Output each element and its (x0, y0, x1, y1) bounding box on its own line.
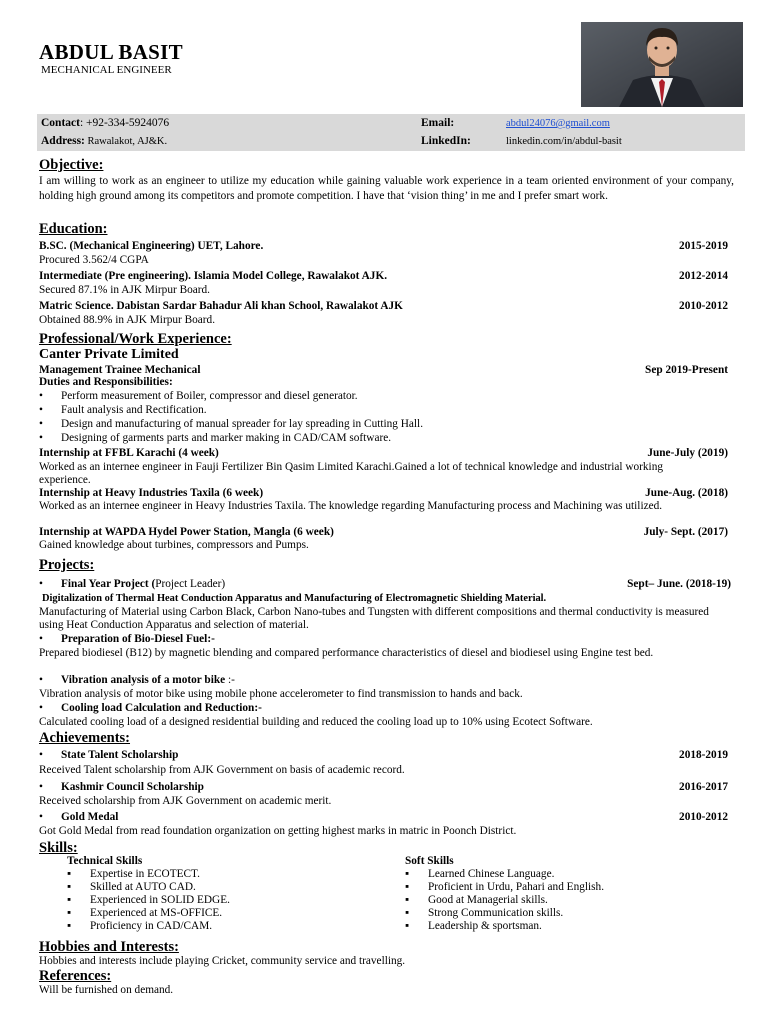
company-name: Canter Private Limited (39, 347, 179, 362)
duties-heading: Duties and Responsibilities: (39, 376, 173, 388)
objective-heading: Objective: (39, 157, 104, 173)
list-item: ▪ Proficient in Urdu, Pahari and English. (405, 881, 605, 894)
list-item: ▪ Strong Communication skills. (405, 907, 564, 920)
contact-phone (41, 116, 169, 130)
list-item: ▪ Leadership & sportsman. (405, 920, 542, 933)
education-years: 2012-2014 (679, 270, 728, 282)
education-detail: Procured 3.562/4 CGPA (39, 254, 149, 266)
hobbies-heading: Hobbies and Interests: (39, 939, 179, 955)
achievement-years: 2016-2017 (679, 781, 728, 793)
candidate-name: ABDUL BASIT (39, 40, 183, 64)
soft-skills (377, 855, 717, 933)
project-detail: Calculated cooling load of a designed residential building and reduced the cooling load up to 10% using Ecotect Software. (39, 716, 593, 728)
list-item: ▪ Experienced in SOLID EDGE. (67, 894, 230, 907)
education-years: 2010-2012 (679, 300, 728, 312)
position-title: Management Trainee Mechanical (39, 364, 201, 376)
projects-heading: Projects: (39, 557, 95, 573)
achievement-detail: Received Talent scholarship from AJK Government on basis of academic record. (39, 764, 405, 776)
resume-page: ABDUL BASIT MECHANICAL ENGINEER Contact: +92-334-5924076 Address: Rawalakot, AJ&K. Email: abdul24076@gmail.com LinkedIn: linkedin.com/in/abdul-basit Objective: I am willing to work as an engineer to utilize my education while gaining valuable work experience in a team oriented environment of your company, holding high ground among its competitors and promote competition. I have that ‘vision thing’ in me and I prefer smart work. Education: B.SC. (Mechanical Engineering) UET, Lahore. 2015-2019 Procured 3.562/4 CGPA Intermediate (Pre engineering). Islamia Model College, Rawalakot AJK. 2012-2014 Secured 87.1% in AJK Mirpur Board. Matric Science. Dabistan Sardar Bahadur Ali khan School, Rawalakot AJK 2010-2012 Obtained 88.9% in AJK Mirpur Board. Professional/Work Experience: Canter Private Limited Management Trainee Mechanical Sep 2019-Present Duties and Responsibilities: • Perform measurement of Boiler, compressor and diesel generator. • Fault analysis and Rectification. • Design and manufacturing of manual spreader for lay spreading in Cutting Hall. • Designing of garments parts and marker making in CAD/CAM software. Internship at FFBL Karachi (4 week) June-July (2019) Worked as an internee engineer in Fauji Fertilizer Bin Qasim Limited Karachi.Gained a lot of technical knowledge and industrial working experience. Internship at Heavy Industries Taxila (6 week) June-Aug. (2018) Worked as an internee engineer in Heavy Industries Taxila. The knowledge regarding Manufacturing process and Machining was utilized. Internship at WAPDA Hydel Power Station, Mangla (6 week) July- Sept. (2017) Gained knowledge about turbines, compressors and Pumps. Projects: • Final Year Project (Project Leader) Sept– June. (2018-19) Digitalization of Thermal Heat Conduction Apparatus and Manufacturing of Electromagnetic Shielding Material. Manufacturing of Material using Carbon Black, Carbon Nano-tubes and Tungsten with different compositions and thermal conductivity is measured using Heat Conduction Apparatus and selection of material. • Preparation of Bio-Diesel Fuel:- Prepared biodiesel (B12) by magnetic blending and compared performance characteristics of diesel and biodiesel using Engine test bed. • Vibration analysis of a motor bike :- Vibration analysis of motor bike using mobile phone accelerometer to find transmission to hands and back. • Cooling load Calculation and Reduction:- Calculated cooling load of a designed residential building and reduced the cooling load up to 10% using Ecotect Software. Achievements: • State Talent Scholarship 2018-2019 Received Talent scholarship from AJK Government on basis of academic record. • Kashmir Council Scholarship 2016-2017 Received scholarship from AJK Government on academic merit. • Gold Medal 2010-2012 Got Gold Medal from read foundation organization on getting highest marks in matric in Poonch District. Skills: Technical Skills ▪ Expertise in ECOTECT. ▪ Skilled at AUTO CAD. ▪ Experienced in SOLID EDGE. ▪ Experienced at MS-OFFICE. ▪ Proficiency in CAD/CAM. Soft Skills ▪ Learned Chinese Language. ▪ Proficient in Urdu, Pahari and English. ▪ Good at Managerial skills. ▪ Strong Communication skills. ▪ Leadership & sportsman. Hobbies and Interests: Hobbies and interests include playing Cricket, community service and travelling. References: Will be furnished on demand. (0, 0, 768, 1024)
education-title: Intermediate (Pre engineering). Islamia Model College, Rawalakot AJK. (39, 270, 388, 282)
achievement-years: 2010-2012 (679, 811, 728, 823)
contact-address (41, 134, 167, 149)
internship-dates: July- Sept. (2017) (643, 526, 728, 538)
contact-phone-value: : +92-334-5924076 (79, 117, 170, 129)
contact-bar (37, 114, 745, 151)
education-detail: Secured 87.1% in AJK Mirpur Board. (39, 284, 210, 296)
email-label: Email: (421, 117, 455, 129)
address-label: Address: (41, 135, 85, 147)
list-item: ▪ Experienced at MS-OFFICE. (67, 907, 223, 920)
achievement-years: 2018-2019 (679, 749, 728, 761)
project-detail: Prepared biodiesel (B12) by magnetic blending and compared performance characteristics of diesel and biodiesel using Engine test bed. (39, 647, 654, 659)
internship-detail: Gained knowledge about turbines, compressors and Pumps. (39, 539, 309, 551)
linkedin-link[interactable]: linkedin.com/in/abdul-basit (506, 136, 622, 147)
technical-skills (39, 855, 379, 933)
education-title: B.SC. (Mechanical Engineering) UET, Lahore. (39, 240, 264, 252)
achievements-heading: Achievements: (39, 730, 131, 746)
references-text: Will be furnished on demand. (39, 984, 174, 996)
project-detail: Vibration analysis of motor bike using mobile phone accelerometer to find transmission to hands and back. (39, 688, 523, 700)
soft-skills-heading: Soft Skills (405, 855, 454, 867)
skills-heading: Skills: (39, 840, 78, 856)
achievement-detail: Received scholarship from AJK Government on academic merit. (39, 795, 332, 807)
internship-title: Internship at WAPDA Hydel Power Station, Mangla (6 week) (39, 526, 334, 538)
list-item: ▪ Expertise in ECOTECT. (67, 868, 200, 881)
linkedin-label: LinkedIn: (421, 135, 471, 147)
internship-detail: Worked as an internee engineer in Heavy Industries Taxila. The knowledge regarding Manufacturing process and Machining was utilized. (39, 500, 663, 512)
technical-skills-heading: Technical Skills (67, 855, 143, 867)
education-years: 2015-2019 (679, 240, 728, 252)
project-dates: Sept– June. (2018-19) (627, 578, 731, 590)
internship-dates: June-Aug. (2018) (645, 487, 728, 499)
objective-text: I am willing to work as an engineer to utilize my education while gaining valuable work experience in a team oriented environment of your company, holding high ground among its competitors and promote competition. I have that ‘vision thing’ in me and I prefer smart work. (39, 175, 734, 202)
references-heading: References: (39, 968, 112, 984)
education-title: Matric Science. Dabistan Sardar Bahadur Ali khan School, Rawalakot AJK (39, 300, 403, 312)
list-item: ▪ Skilled at AUTO CAD. (67, 881, 196, 894)
internship-detail: Worked as an internee engineer in Fauji Fertilizer Bin Qasim Limited Karachi.Gained a lot of technical knowledge and industrial working experience. (39, 461, 663, 487)
list-item: ▪ Proficiency in CAD/CAM. (67, 920, 213, 933)
internship-title: Internship at Heavy Industries Taxila (6 week) (39, 487, 264, 499)
candidate-title: MECHANICAL ENGINEER (41, 64, 172, 76)
project-subtitle: Digitalization of Thermal Heat Conduction Apparatus and Manufacturing of Electromagnetic Shielding Material. (42, 593, 547, 604)
profile-photo (581, 22, 743, 107)
internship-dates: June-July (2019) (647, 447, 728, 459)
education-heading: Education: (39, 221, 108, 237)
email-link[interactable]: abdul24076@gmail.com (506, 118, 610, 129)
achievement-detail: Got Gold Medal from read foundation organization on getting highest marks in matric in Poonch District. (39, 825, 517, 837)
list-item: ▪ Good at Managerial skills. (405, 894, 548, 907)
hobbies-text: Hobbies and interests include playing Cricket, community service and travelling. (39, 955, 406, 967)
experience-heading: Professional/Work Experience: (39, 331, 232, 347)
address-value: Rawalakot, AJ&K. (84, 136, 168, 147)
list-item: ▪ Learned Chinese Language. (405, 868, 555, 881)
project-detail: Manufacturing of Material using Carbon Black, Carbon Nano-tubes and Tungsten with different compositions and thermal conductivity is measured using Heat Conduction Apparatus and selection of material. (39, 606, 709, 632)
education-detail: Obtained 88.9% in AJK Mirpur Board. (39, 314, 216, 326)
internship-title: Internship at FFBL Karachi (4 week) (39, 447, 219, 459)
contact-label: Contact (41, 117, 80, 129)
position-dates: Sep 2019-Present (645, 364, 728, 376)
